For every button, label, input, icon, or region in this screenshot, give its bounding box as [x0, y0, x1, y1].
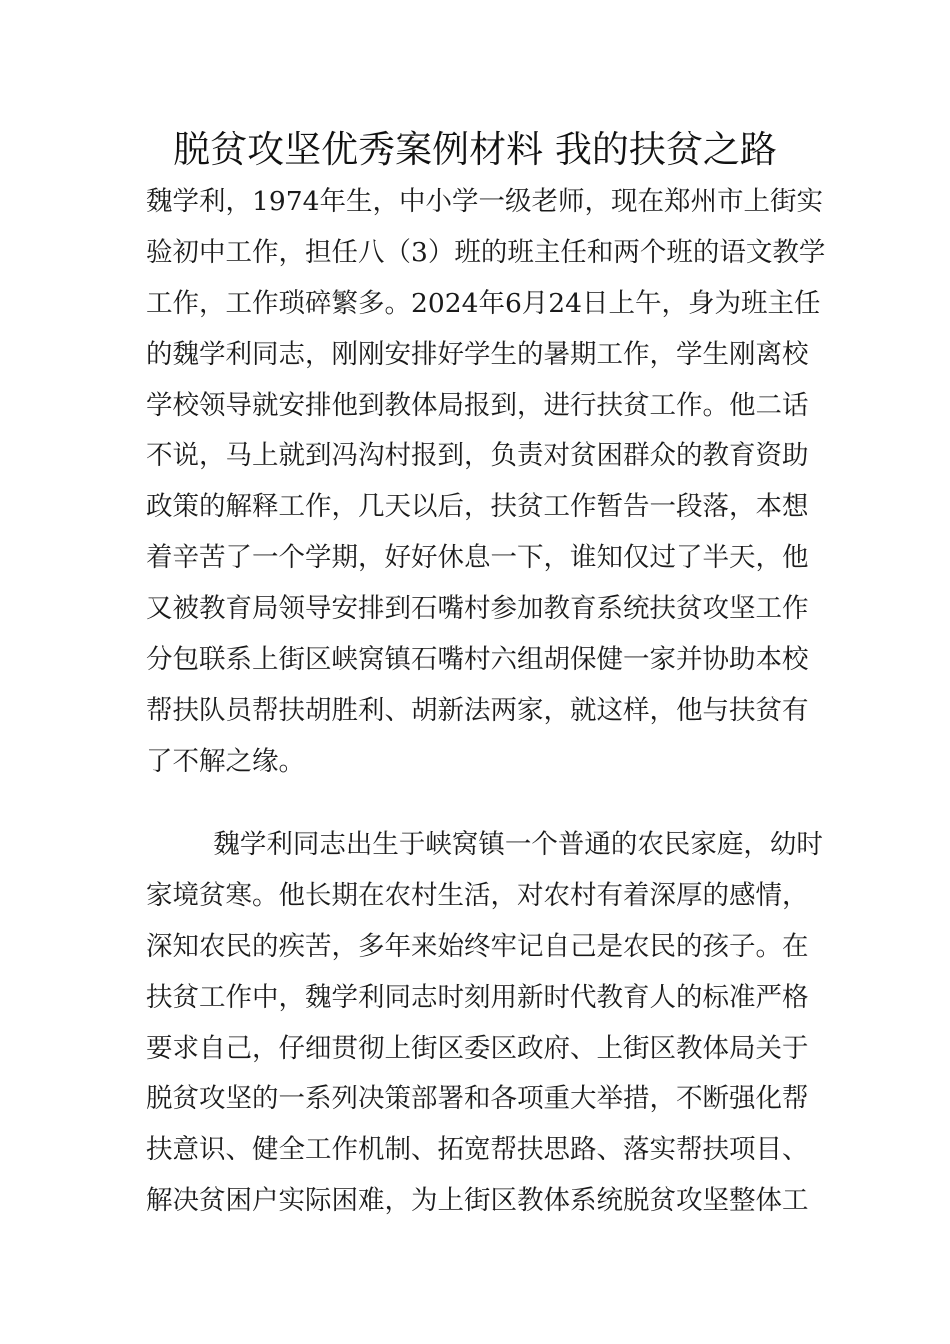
paragraph-line: 帮扶队员帮扶胡胜利、胡新法两家，就这样，他与扶贫有	[146, 694, 809, 726]
paragraph-line: 扶贫工作中，魏学利同志时刻用新时代教育人的标准严格	[146, 981, 809, 1013]
paragraph-line: 着辛苦了一个学期，好好休息一下，谁知仅过了半天，他	[146, 542, 809, 574]
paragraph-line: 脱贫攻坚的一系列决策部署和各项重大举措，不断强化帮	[146, 1083, 809, 1115]
paragraph-line: 魏学利同志出生于峡窝镇一个普通的农民家庭，幼时	[146, 829, 823, 860]
paragraph-line: 要求自己，仔细贯彻上街区委区政府、上街区教体局关于	[146, 1032, 809, 1064]
paragraph-line: 政策的解释工作，几天以后，扶贫工作暂告一段落，本想	[146, 491, 809, 523]
paragraph-line: 学校领导就安排他到教体局报到，进行扶贫工作。他二话	[146, 389, 809, 421]
paragraph-line: 扶意识、健全工作机制、拓宽帮扶思路、落实帮扶项目、	[146, 1134, 809, 1166]
paragraph-line: 的魏学利同志，刚刚安排好学生的暑期工作，学生刚离校	[146, 338, 809, 370]
paragraph-line: 工作，工作琐碎繁多。2024年6月24日上午，身为班主任	[146, 287, 821, 319]
document-title: 脱贫攻坚优秀案例材料 我的扶贫之路	[173, 128, 777, 171]
paragraph-line: 了不解之缘。	[146, 745, 305, 777]
paragraph-line: 深知农民的疾苦，多年来始终牢记自己是农民的孩子。在	[146, 930, 809, 962]
paragraph-line: 不说，马上就到冯沟村报到，负责对贫困群众的教育资助	[146, 440, 809, 472]
paragraph-line: 解决贫困户实际困难，为上街区教体系统脱贫攻坚整体工	[146, 1185, 809, 1217]
paragraph-line: 家境贫寒。他长期在农村生活，对农村有着深厚的感情，	[146, 879, 809, 911]
paragraph-1	[146, 177, 826, 788]
paragraph-line: 验初中工作，担任八（3）班的班主任和两个班的语文教学	[146, 236, 826, 268]
paragraph-line: 又被教育局领导安排到石嘴村参加教育系统扶贫攻坚工作	[146, 593, 809, 625]
paragraph-2	[146, 820, 823, 1227]
paragraph-line: 分包联系上街区峡窝镇石嘴村六组胡保健一家并协助本校	[146, 644, 809, 676]
paragraph-line: 魏学利，1974年生，中小学一级老师，现在郑州市上街实	[146, 186, 823, 217]
